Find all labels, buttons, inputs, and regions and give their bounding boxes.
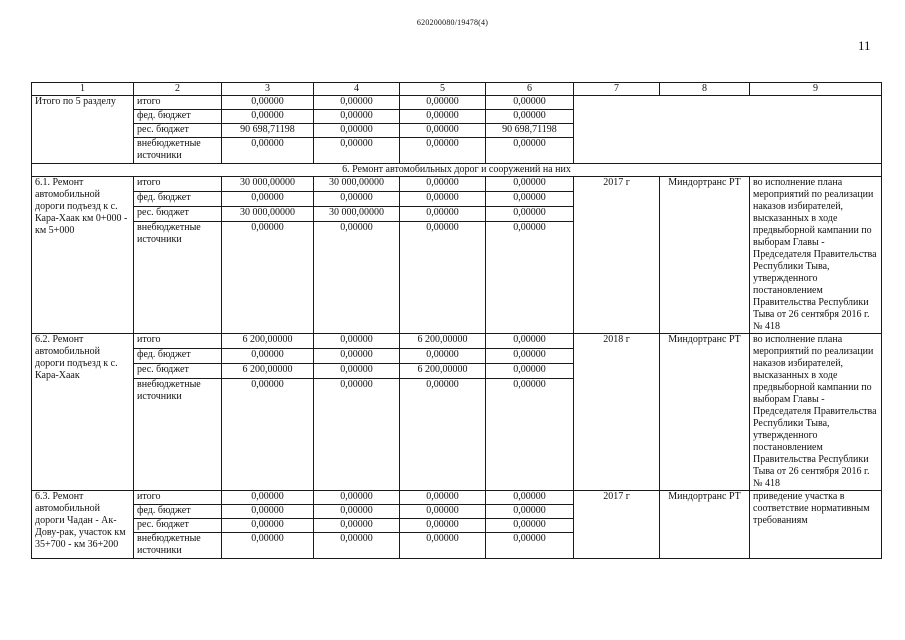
- value-cell: 0,00000: [222, 348, 314, 363]
- col-header: 1: [32, 83, 134, 96]
- value-cell: 0,00000: [314, 533, 400, 559]
- value-cell: 0,00000: [486, 491, 574, 505]
- table-row: [32, 491, 882, 505]
- funding-type: итого: [134, 96, 222, 110]
- value-cell: 0,00000: [400, 124, 486, 138]
- value-cell: 0,00000: [400, 222, 486, 334]
- value-cell: 0,00000: [222, 378, 314, 490]
- value-cell: 30 000,00000: [222, 177, 314, 192]
- value-cell: 0,00000: [400, 207, 486, 222]
- section-title: 6. Ремонт автомобильных дорог и сооружений на них: [32, 164, 882, 177]
- funding-type: рес. бюджет: [134, 519, 222, 533]
- item-year: 2018 г: [574, 334, 660, 491]
- value-cell: 0,00000: [222, 96, 314, 110]
- funding-type: итого: [134, 177, 222, 192]
- funding-type: внебюджетные источники: [134, 533, 222, 559]
- column-number-row: [32, 83, 882, 96]
- item-executor: Миндортранс РТ: [660, 491, 750, 559]
- funding-type: фед. бюджет: [134, 110, 222, 124]
- item-note: приведение участка в соответствие нормативным требованиям: [750, 491, 882, 559]
- value-cell: 0,00000: [486, 519, 574, 533]
- value-cell: 0,00000: [222, 138, 314, 164]
- value-cell: 0,00000: [486, 110, 574, 124]
- col-header: 5: [400, 83, 486, 96]
- value-cell: 90 698,71198: [486, 124, 574, 138]
- value-cell: 90 698,71198: [222, 124, 314, 138]
- funding-type: фед. бюджет: [134, 348, 222, 363]
- value-cell: 0,00000: [400, 378, 486, 490]
- funding-type: рес. бюджет: [134, 124, 222, 138]
- col-header: 7: [574, 83, 660, 96]
- value-cell: 0,00000: [486, 177, 574, 192]
- item-name: 6.1. Ремонт автомобильной дороги подъезд к с. Кара-Хаак км 0+000 - км 5+000: [32, 177, 134, 334]
- funding-type: внебюджетные источники: [134, 222, 222, 334]
- value-cell: 6 200,00000: [222, 334, 314, 349]
- value-cell: 0,00000: [314, 96, 400, 110]
- value-cell: 0,00000: [314, 491, 400, 505]
- value-cell: 30 000,00000: [314, 207, 400, 222]
- section-title-row: [32, 164, 882, 177]
- value-cell: 0,00000: [222, 110, 314, 124]
- value-cell: 0,00000: [222, 491, 314, 505]
- funding-type: фед. бюджет: [134, 192, 222, 207]
- item-year: 2017 г: [574, 177, 660, 334]
- col-header: 8: [660, 83, 750, 96]
- value-cell: 0,00000: [400, 533, 486, 559]
- value-cell: 0,00000: [222, 222, 314, 334]
- col-header: 3: [222, 83, 314, 96]
- value-cell: 0,00000: [486, 192, 574, 207]
- table-row: [32, 177, 882, 192]
- value-cell: 0,00000: [400, 491, 486, 505]
- item-executor: Миндортранс РТ: [660, 334, 750, 491]
- value-cell: 0,00000: [222, 192, 314, 207]
- empty-cell: [574, 96, 882, 164]
- col-header: 9: [750, 83, 882, 96]
- value-cell: 0,00000: [486, 138, 574, 164]
- funding-type: рес. бюджет: [134, 207, 222, 222]
- value-cell: 30 000,00000: [222, 207, 314, 222]
- item-name: 6.3. Ремонт автомобильной дороги Чадан - Ак-Дову-рак, участок км 35+700 - км 36+200: [32, 491, 134, 559]
- item-note: во исполнение плана мероприятий по реализации наказов избирателей, высказанных в ходе предвыборной кампании по выборам Главы - Председателя Правительства Республики Тыва, утвержденного постановлением Правительства Республики Тыва от 26 сентября 2016 г. № 418: [750, 334, 882, 491]
- funding-type: внебюджетные источники: [134, 378, 222, 490]
- value-cell: 6 200,00000: [400, 334, 486, 349]
- value-cell: 0,00000: [486, 533, 574, 559]
- value-cell: 0,00000: [486, 222, 574, 334]
- funding-type: фед. бюджет: [134, 505, 222, 519]
- value-cell: 0,00000: [314, 334, 400, 349]
- value-cell: 0,00000: [400, 110, 486, 124]
- budget-table: [31, 82, 882, 559]
- value-cell: 0,00000: [400, 96, 486, 110]
- funding-type: итого: [134, 491, 222, 505]
- page-number: 11: [858, 38, 871, 53]
- value-cell: 0,00000: [486, 363, 574, 378]
- value-cell: 0,00000: [222, 505, 314, 519]
- value-cell: 0,00000: [486, 334, 574, 349]
- value-cell: 0,00000: [314, 138, 400, 164]
- value-cell: 6 200,00000: [400, 363, 486, 378]
- value-cell: 0,00000: [314, 505, 400, 519]
- col-header: 2: [134, 83, 222, 96]
- table-row: [32, 334, 882, 349]
- value-cell: 30 000,00000: [314, 177, 400, 192]
- value-cell: 0,00000: [314, 378, 400, 490]
- value-cell: 0,00000: [400, 177, 486, 192]
- value-cell: 0,00000: [400, 505, 486, 519]
- value-cell: 0,00000: [222, 519, 314, 533]
- table-row: [32, 96, 882, 110]
- col-header: 6: [486, 83, 574, 96]
- value-cell: 0,00000: [314, 192, 400, 207]
- item-note: во исполнение плана мероприятий по реализации наказов избирателей, высказанных в ходе предвыборной кампании по выборам Главы - Председателя Правительства Республики Тыва, утвержденного постановлением Правительства Республики Тыва от 26 сентября 2016 г. № 418: [750, 177, 882, 334]
- funding-type: внебюджетные источники: [134, 138, 222, 164]
- value-cell: 0,00000: [400, 138, 486, 164]
- value-cell: 0,00000: [314, 519, 400, 533]
- value-cell: 0,00000: [222, 533, 314, 559]
- value-cell: 0,00000: [314, 363, 400, 378]
- value-cell: 0,00000: [314, 110, 400, 124]
- item-executor: Миндортранс РТ: [660, 177, 750, 334]
- item-name: 6.2. Ремонт автомобильной дороги подъезд к с. Кара-Хаак: [32, 334, 134, 491]
- value-cell: 0,00000: [314, 222, 400, 334]
- section-total-label: Итого по 5 разделу: [32, 96, 134, 164]
- item-year: 2017 г: [574, 491, 660, 559]
- col-header: 4: [314, 83, 400, 96]
- value-cell: 0,00000: [486, 348, 574, 363]
- value-cell: 0,00000: [400, 348, 486, 363]
- value-cell: 0,00000: [400, 192, 486, 207]
- value-cell: 0,00000: [486, 505, 574, 519]
- value-cell: 0,00000: [486, 378, 574, 490]
- value-cell: 0,00000: [486, 96, 574, 110]
- funding-type: рес. бюджет: [134, 363, 222, 378]
- document-registration-number: 620200080/19478(4): [416, 18, 489, 27]
- funding-type: итого: [134, 334, 222, 349]
- value-cell: 0,00000: [314, 348, 400, 363]
- value-cell: 0,00000: [486, 207, 574, 222]
- value-cell: 0,00000: [400, 519, 486, 533]
- value-cell: 6 200,00000: [222, 363, 314, 378]
- value-cell: 0,00000: [314, 124, 400, 138]
